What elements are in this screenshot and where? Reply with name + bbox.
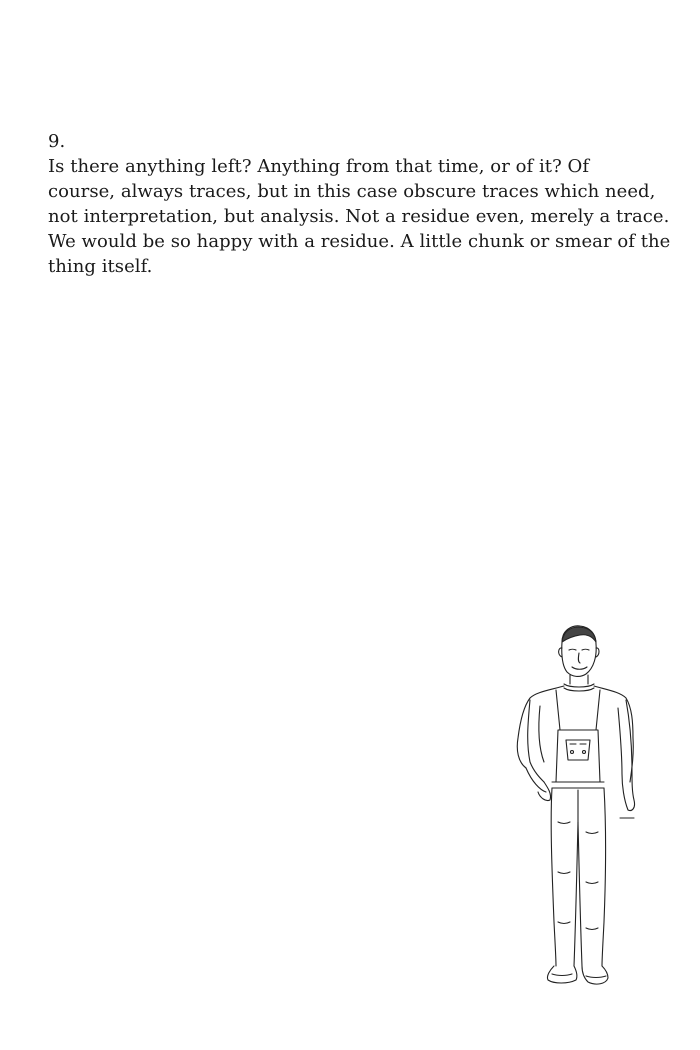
paragraph-line: course, always traces, but in this case obscure traces which need,: [48, 181, 656, 202]
paragraph-line: Is there anything left? Anything from that time, or of it? Of: [48, 156, 590, 177]
figure-icon: [500, 622, 648, 990]
section-number: 9.: [48, 131, 66, 152]
paragraph-line: not interpretation, but analysis. Not a residue even, merely a trace.: [48, 206, 670, 227]
figure-illustration: [500, 622, 648, 990]
body-paragraph: [48, 154, 671, 279]
paragraph-line: We would be so happy with a residue. A little chunk or smear of the: [48, 231, 671, 252]
paragraph-line: thing itself.: [48, 256, 153, 277]
